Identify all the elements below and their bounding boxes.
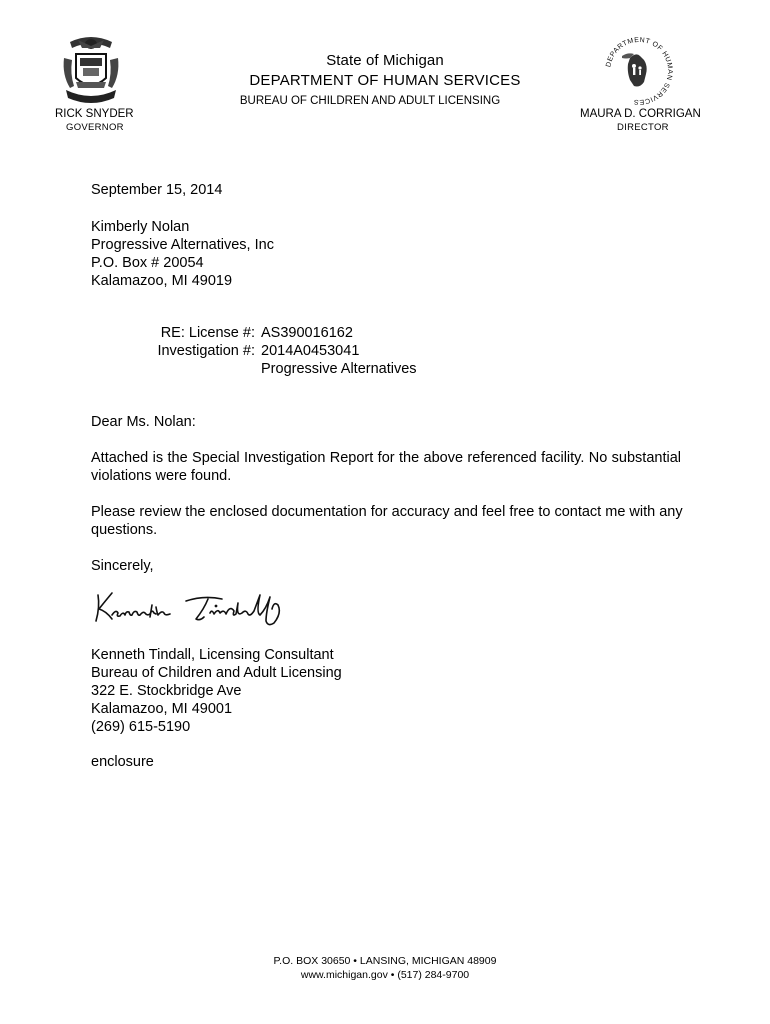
- re-license-row: [140, 324, 417, 342]
- sender-city-state-zip: Kalamazoo, MI 49001: [91, 701, 233, 717]
- re-investigation-row: [140, 342, 417, 360]
- letterhead-department: DEPARTMENT OF HUMAN SERVICES: [249, 72, 521, 89]
- investigation-number: 2014A0453041: [261, 343, 360, 359]
- facility-name: Progressive Alternatives: [261, 361, 417, 377]
- investigation-label: Investigation #:: [157, 343, 255, 359]
- letter-date: September 15, 2014: [91, 182, 223, 198]
- footer-contact: www.michigan.gov • (517) 284-9700: [300, 969, 470, 981]
- seal-ring-text: DEPARTMENT OF HUMAN SERVICES: [605, 36, 674, 106]
- recipient-city-state-zip: Kalamazoo, MI 49019: [91, 273, 233, 289]
- director-name: MAURA D. CORRIGAN: [580, 108, 701, 120]
- re-block: [140, 324, 417, 378]
- license-number: AS390016162: [261, 325, 353, 341]
- closing: Sincerely,: [91, 558, 154, 574]
- re-facility-row: [140, 360, 417, 378]
- recipient-address: [91, 218, 274, 290]
- sender-bureau: Bureau of Children and Adult Licensing: [91, 665, 342, 681]
- governor-title: GOVERNOR: [66, 122, 124, 133]
- license-label: RE: License #:: [160, 325, 255, 341]
- footer: [0, 954, 770, 982]
- recipient-company: Progressive Alternatives, Inc: [91, 237, 274, 253]
- sender-street: 322 E. Stockbridge Ave: [91, 683, 242, 699]
- director-title: DIRECTOR: [617, 122, 669, 133]
- recipient-name: Kimberly Nolan: [91, 219, 190, 235]
- sender-phone: (269) 615-5190: [91, 719, 191, 735]
- letterhead-bureau: BUREAU OF CHILDREN AND ADULT LICENSING: [239, 95, 501, 107]
- handwritten-signature: [90, 583, 320, 633]
- paragraph-review-request: Please review the enclosed documentation for accuracy and feel free to contact me with any questions.: [91, 504, 683, 538]
- enclosure-note: enclosure: [91, 754, 154, 770]
- sender-block: [91, 646, 342, 736]
- sender-name-title: Kenneth Tindall, Licensing Consultant: [91, 647, 334, 663]
- salutation: Dear Ms. Nolan:: [91, 414, 196, 430]
- letterhead-state: State of Michigan: [326, 52, 444, 69]
- paragraph-report-attached: Attached is the Special Investigation Report for the above referenced facility. No substantial violations were found.: [91, 450, 681, 484]
- governor-name: RICK SNYDER: [55, 108, 134, 120]
- footer-address: P.O. BOX 30650 • LANSING, MICHIGAN 48909: [273, 955, 497, 967]
- recipient-po-box: P.O. Box # 20054: [91, 255, 204, 271]
